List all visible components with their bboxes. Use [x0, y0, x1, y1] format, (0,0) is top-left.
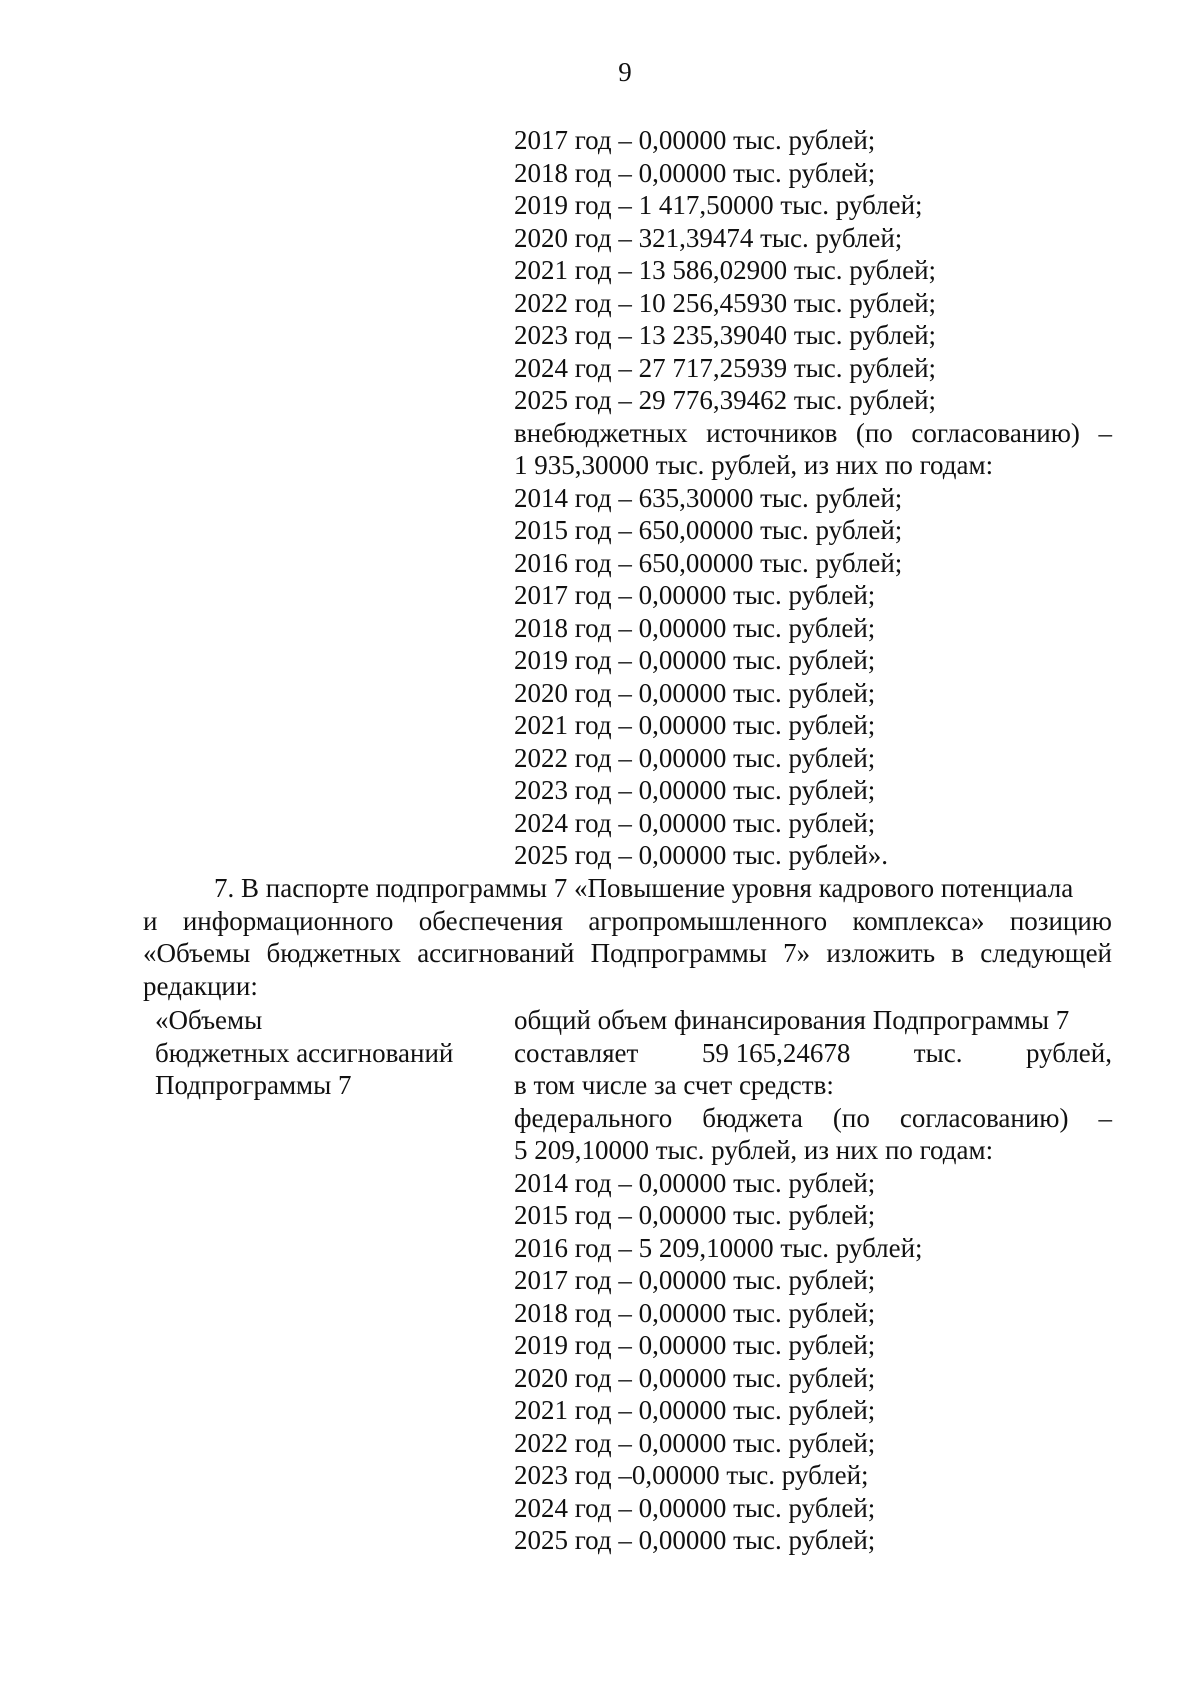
funding-year-line: 2023 год – 13 235,39040 тыс. рублей;	[514, 320, 937, 350]
funding-year-line: 2019 год – 0,00000 тыс. рублей;	[514, 1330, 876, 1360]
funding-year-line: 2018 год – 0,00000 тыс. рублей;	[514, 1297, 876, 1328]
funding-year-line: 2014 год – 635,30000 тыс. рублей;	[514, 482, 903, 513]
funding-year-line: 2017 год – 0,00000 тыс. рублей;	[514, 580, 876, 610]
cell-line: 5 209,10000 тыс. рублей, из них по годам:	[514, 1135, 994, 1165]
word: (по	[855, 417, 893, 448]
funding-year-line: 2024 год – 0,00000 тыс. рублей;	[514, 807, 876, 838]
funding-year-line: 2020 год – 0,00000 тыс. рублей;	[514, 1362, 876, 1393]
cell-line: бюджетных ассигнований	[155, 1037, 454, 1068]
word: бюджета	[702, 1102, 803, 1133]
word: 7»	[783, 938, 811, 968]
funding-continuation-block	[514, 124, 1112, 872]
funding-year-line: 2021 год – 13 586,02900 тыс. рублей;	[514, 255, 937, 285]
funding-year-line: 2019 год – 1 417,50000 тыс. рублей;	[514, 190, 923, 220]
word: изложить	[826, 938, 936, 968]
funding-year-line: 2020 год – 321,39474 тыс. рублей;	[514, 222, 903, 253]
funding-year-line: 2022 год – 0,00000 тыс. рублей;	[514, 1427, 876, 1458]
paragraph-line: 7. В паспорте подпрограммы 7 «Повышение уровня кадрового потенциала	[214, 873, 1074, 903]
funding-year-line: 2020 год – 0,00000 тыс. рублей;	[514, 677, 876, 708]
funding-year-line: 2017 год – 0,00000 тыс. рублей;	[514, 125, 876, 155]
cell-line: в том числе за счет средств:	[514, 1070, 834, 1100]
funding-year-line: 2017 год – 0,00000 тыс. рублей;	[514, 1265, 876, 1295]
funding-year-line: 2022 год – 0,00000 тыс. рублей;	[514, 742, 876, 773]
table-left-cell	[155, 1004, 495, 1102]
funding-year-line: 2025 год – 0,00000 тыс. рублей;	[514, 1525, 876, 1555]
funding-year-line: 2015 год – 650,00000 тыс. рублей;	[514, 515, 903, 545]
word: –	[1098, 1102, 1112, 1133]
paragraph-line: редакции:	[143, 970, 258, 1001]
funding-year-line: 2025 год – 0,00000 тыс. рублей».	[514, 840, 889, 870]
word: бюджетных	[266, 938, 401, 968]
cell-line: «Объемы	[155, 1005, 263, 1035]
funding-year-line: 2019 год – 0,00000 тыс. рублей;	[514, 645, 876, 675]
word: согласованию)	[899, 1102, 1069, 1133]
funding-year-line: 2018 год – 0,00000 тыс. рублей;	[514, 157, 876, 188]
extrabudget-total: 1 935,30000 тыс. рублей, из них по годам:	[514, 450, 994, 480]
page-number: 9	[618, 57, 632, 87]
word: обеспечения	[418, 905, 563, 936]
funding-year-line: 2023 год –0,00000 тыс. рублей;	[514, 1460, 869, 1490]
funding-year-line: 2014 год – 0,00000 тыс. рублей;	[514, 1167, 876, 1198]
extrabudget-heading	[514, 417, 1112, 450]
word: (по	[832, 1102, 870, 1133]
word: рублей,	[1025, 1037, 1112, 1068]
word: –	[1098, 417, 1112, 448]
funding-year-line: 2021 год – 0,00000 тыс. рублей;	[514, 710, 876, 740]
word: информационного	[182, 905, 394, 936]
word: в	[951, 938, 965, 968]
word: ассигнований	[417, 938, 575, 968]
word: позицию	[1009, 905, 1112, 936]
word: 59 165,24678	[701, 1037, 851, 1068]
cell-line: общий объем финансирования Подпрограммы 7	[514, 1005, 1070, 1035]
funding-year-line: 2024 год – 0,00000 тыс. рублей;	[514, 1492, 876, 1523]
word: федерального	[514, 1102, 673, 1133]
funding-year-line: 2016 год – 650,00000 тыс. рублей;	[514, 547, 903, 578]
funding-year-line: 2025 год – 29 776,39462 тыс. рублей;	[514, 385, 937, 415]
federal-years-list	[514, 1167, 1112, 1557]
word: следующей	[980, 938, 1112, 968]
funding-year-line: 2016 год – 5 209,10000 тыс. рублей;	[514, 1232, 923, 1263]
section-7-paragraph	[143, 872, 1112, 1002]
funding-year-line: 2022 год – 10 256,45930 тыс. рублей;	[514, 287, 937, 318]
word: агропромышленного	[588, 905, 828, 936]
funding-year-line: 2015 год – 0,00000 тыс. рублей;	[514, 1200, 876, 1230]
paragraph-line	[143, 905, 1112, 938]
funding-years-list-after	[514, 482, 1112, 872]
funding-year-line: 2024 год – 27 717,25939 тыс. рублей;	[514, 352, 937, 383]
word: и	[143, 905, 158, 936]
word: Подпрограммы	[590, 938, 767, 968]
cell-line: Подпрограммы 7	[155, 1070, 352, 1100]
word: «Объемы	[143, 938, 251, 968]
cell-line	[514, 1102, 1112, 1135]
cell-line	[514, 1037, 1112, 1070]
funding-year-line: 2023 год – 0,00000 тыс. рублей;	[514, 775, 876, 805]
funding-year-line: 2018 год – 0,00000 тыс. рублей;	[514, 612, 876, 643]
table-right-cell	[514, 1004, 1112, 1557]
word: внебюджетных	[514, 417, 688, 448]
word: комплекса»	[852, 905, 985, 936]
word: составляет	[514, 1037, 639, 1068]
paragraph-line	[143, 937, 1112, 970]
word: тыс.	[913, 1037, 963, 1068]
funding-years-list-before	[514, 124, 1112, 417]
word: согласованию)	[911, 417, 1080, 448]
word: источников	[706, 417, 838, 448]
funding-year-line: 2021 год – 0,00000 тыс. рублей;	[514, 1395, 876, 1425]
